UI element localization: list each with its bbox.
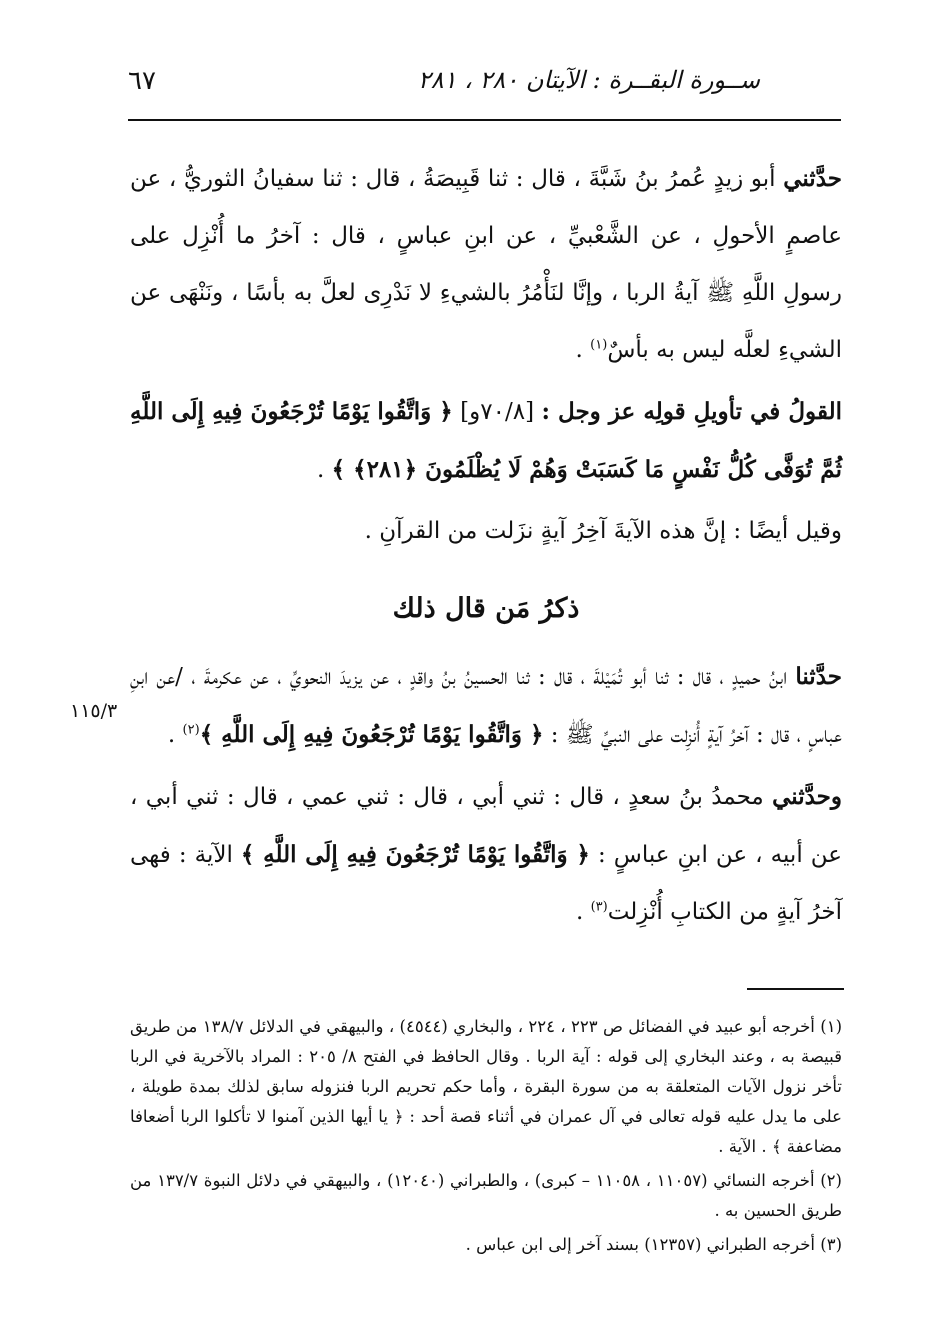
paragraph-end: . <box>575 337 591 363</box>
paragraph-3 <box>130 503 842 560</box>
footnotes <box>130 1012 842 1260</box>
paragraph-lead: وحدَّثني <box>772 783 842 810</box>
paragraph-text: أبو زيدٍ عُمرُ بنُ شَبَّةَ ، قال : ثنا قَبِيصَةُ ، قال : ثنا سفيانُ الثوريُّ ، عن عاصمٍ الأحولِ ، عن الشَّعْبيِّ ، عن ابنِ عباسٍ ، قال : آخرُ ما أُنْزِل على رسولِ اللَّهِ ﷺ آيةُ الربا ، وإنَّا لنَأْمُرُ بالشيءِ لا نَدْرِى لعلَّ به بأسًا ، ونَنْهَى عن الشيءِ لعلَّه ليس به بأسٌ <box>130 166 842 363</box>
paragraph-lead: حدَّثنا <box>795 663 842 690</box>
quran-verse: ﴿ وَاتَّقُوا يَوْمًا تُرْجَعُونَ فِيهِ إِلَى اللَّهِ ﴾ <box>240 841 590 868</box>
margin-reference: ١١٥/٣ <box>70 700 118 722</box>
paragraph-end: . <box>575 899 591 925</box>
paragraph-end: . <box>167 722 183 748</box>
footnote-marker: (٢) <box>182 722 200 738</box>
paragraph-2 <box>130 383 842 499</box>
paragraph-lead: حدَّثني <box>783 165 842 192</box>
paragraph-4 <box>130 648 842 764</box>
main-text <box>130 150 842 941</box>
paragraph-text: وقيل أيضًا : إنَّ هذه الآيةَ آخِرُ آيةٍ نزَلت من القرآنِ . <box>364 518 842 544</box>
footnote-marker: (٣) <box>590 899 608 915</box>
paragraph-5 <box>130 768 842 941</box>
paragraph-text-continued: الآية : فهى آخرُ آيةٍ من الكتابِ أُنْزِلت <box>130 842 842 925</box>
footnote-separator <box>747 988 844 990</box>
paragraph-1 <box>130 150 842 379</box>
footnote-3: (٣) أخرجه الطبراني (١٢٣٥٧) بسند آخر إلى ابن عباس . <box>465 1235 842 1254</box>
footnote-2: (٢) أخرجه النسائي (١١٠٥٧ ، ١١٠٥٨ – كبرى) ، والطبراني (١٢٠٤٠) ، والبيهقي في دلائل النبوة ١٣٧/٧ من طريق الحسين به . <box>130 1171 842 1220</box>
header-rule <box>128 119 841 121</box>
footnote-marker: (١) <box>590 337 608 353</box>
page-header <box>128 66 840 106</box>
quran-verse: ﴿ وَاتَّقُوا يَوْمًا تُرْجَعُونَ فِيهِ إِلَى اللَّهِ ثُمَّ تُوَفَّى كُلُّ نَفْسٍ مَا كَسَبَتْ وَهُمْ لَا يُظْلَمُونَ ﴿٢٨١﴾ ﴾ <box>130 398 842 483</box>
quran-verse: ﴿ وَاتَّقُوا يَوْمًا تُرْجَعُونَ فِيهِ إِلَى اللَّهِ ﴾ <box>199 721 544 748</box>
paragraph-lead: القولُ في تأويلِ قولِه عز وجل : <box>541 398 842 425</box>
paragraph-end: . <box>316 457 332 483</box>
running-title: ســورة البقــرة : الآيتان ٢٨٠ ، ٢٨١ <box>417 66 760 94</box>
footnote-1: (١) أخرجه أبو عبيد في الفضائل ص ٢٢٣ ، ٢٢٤ ، والبخاري (٤٥٤٤) ، والبيهقي في الدلائل ١٣٨/٧ من طريق قبيصة به ، وعند البخاري إلى قوله : آية الربا . وقال الحافظ في الفتح ٨/ ٢٠٥ : المراد بالآخرية في الربا تأخر نزول الآيات المتعلقة به من سورة البقرة ، وأما حكم تحريم الربا فنزوله سابق لذلك بمدة طويلة ، على ما يدل عليه قوله تعالى في آل عمران في أثناء قصة أحد : ﴿ يا أيها الذين آمنوا لا تأكلوا الربا أضعافا مضاعفة ﴾ . الآية . <box>130 1017 843 1156</box>
page-number: ٦٧ <box>128 66 156 96</box>
paragraph-text: ابنُ حميدٍ ، قال : ثنا أبو تُمَيْلةَ ، قال : ثنا الحسينُ بنُ واقدٍ ، عن يزيدَ النحويِّ ، عن عكرمةَ ، /عن ابنِ عباسٍ ، قال : آخرُ آيةٍ أُنزِلت على النبيِّ ﷺ : <box>130 664 842 748</box>
paragraph-text: محمدُ بنُ سعدٍ ، قال : ثني أبي ، قال : ثني عمي ، قال : ثني أبي ، عن أبيه ، عن ابنِ عباسٍ : <box>130 784 842 868</box>
manuscript-reference: [٧٠/٨و] <box>452 399 542 425</box>
section-heading: ذكرُ مَن قال ذلك <box>392 593 580 624</box>
